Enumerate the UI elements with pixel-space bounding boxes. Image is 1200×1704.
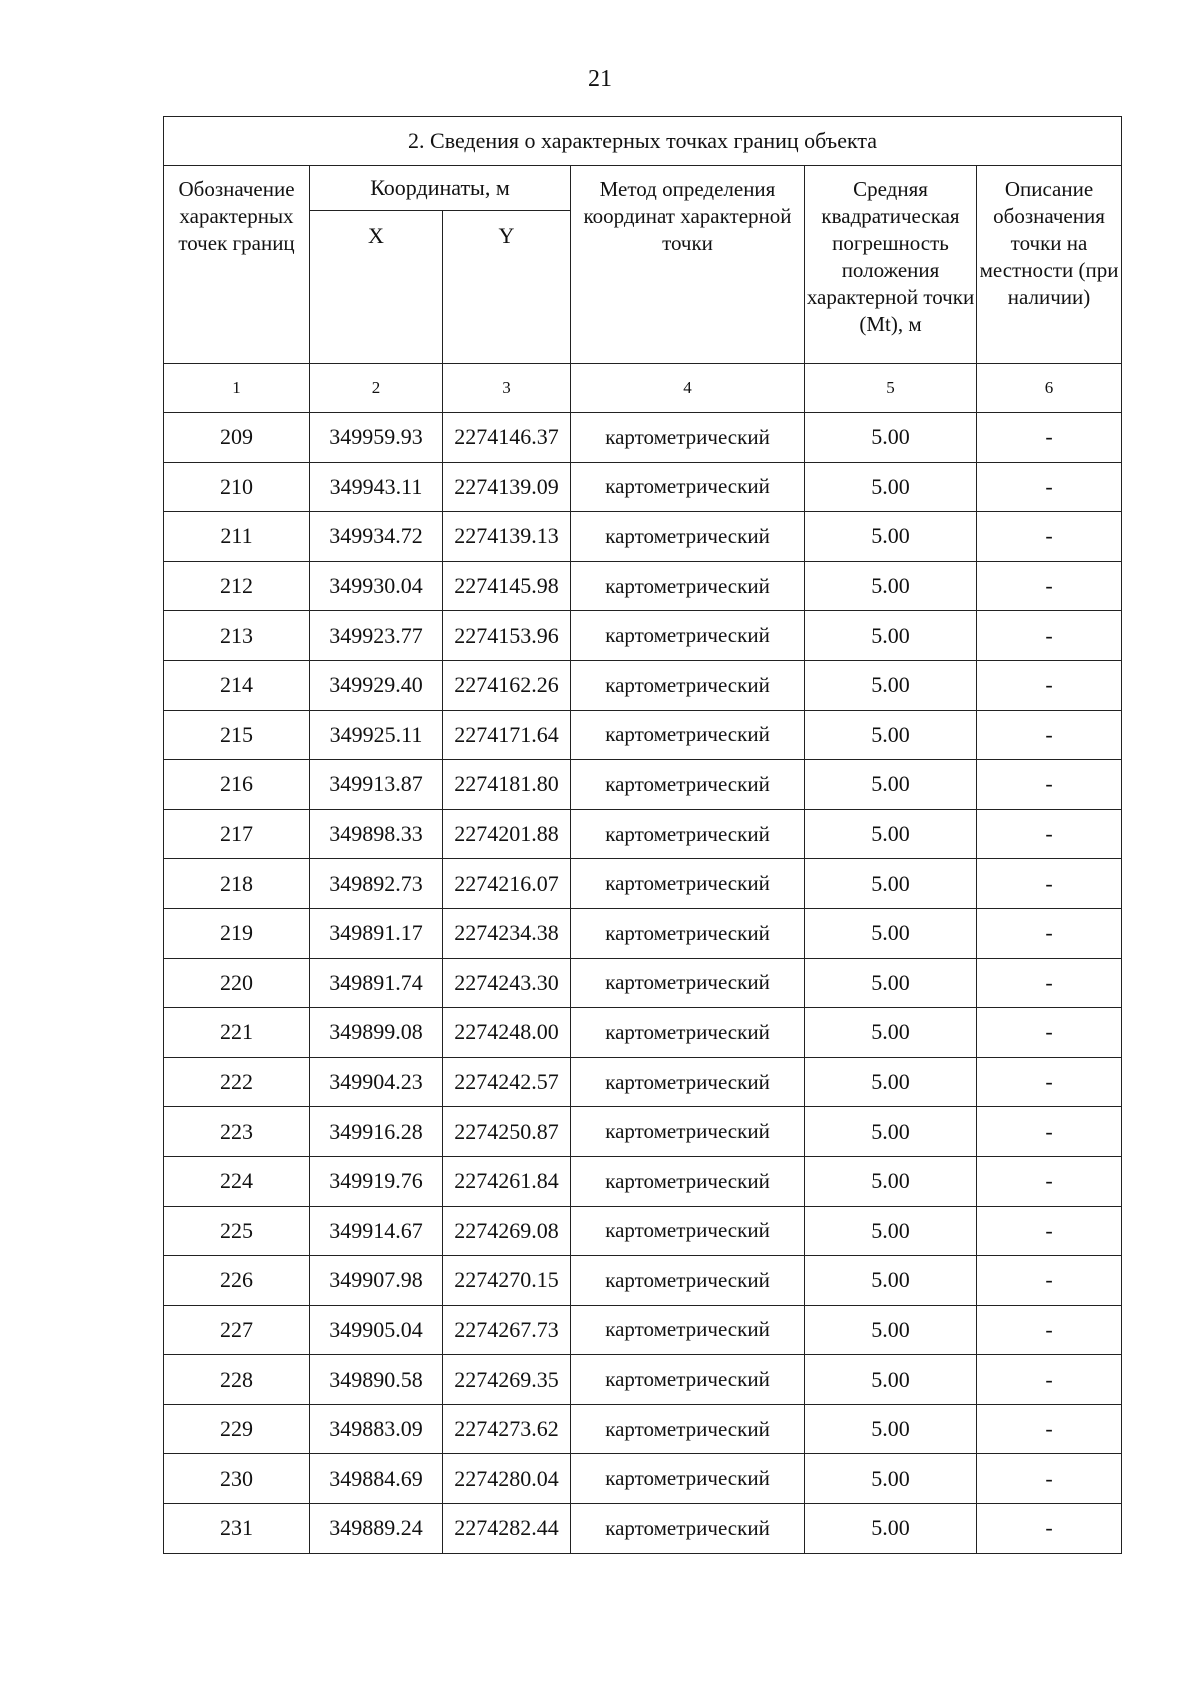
cell-description: - (977, 1355, 1122, 1405)
cell-description: - (977, 710, 1122, 760)
cell-method: картометрический (571, 1504, 805, 1554)
cell-error: 5.00 (805, 809, 977, 859)
column-number: 5 (805, 364, 977, 413)
cell-x: 349959.93 (310, 413, 443, 463)
cell-point: 217 (164, 809, 310, 859)
cell-x: 349884.69 (310, 1454, 443, 1504)
cell-description: - (977, 1008, 1122, 1058)
cell-y: 2274145.98 (443, 561, 571, 611)
cell-y: 2274139.09 (443, 462, 571, 512)
cell-x: 349943.11 (310, 462, 443, 512)
cell-method: картометрический (571, 908, 805, 958)
cell-description: - (977, 1454, 1122, 1504)
cell-description: - (977, 1107, 1122, 1157)
cell-y: 2274243.30 (443, 958, 571, 1008)
table-row (164, 1008, 1122, 1058)
cell-y: 2274139.13 (443, 512, 571, 562)
cell-error: 5.00 (805, 1008, 977, 1058)
cell-point: 210 (164, 462, 310, 512)
header-designation: Обозначение характерных точек границ (164, 166, 310, 364)
cell-error: 5.00 (805, 1057, 977, 1107)
table-row (164, 908, 1122, 958)
cell-method: картометрический (571, 760, 805, 810)
cell-y: 2274273.62 (443, 1404, 571, 1454)
cell-method: картометрический (571, 561, 805, 611)
cell-y: 2274261.84 (443, 1156, 571, 1206)
table-row (164, 1305, 1122, 1355)
cell-x: 349898.33 (310, 809, 443, 859)
cell-x: 349934.72 (310, 512, 443, 562)
page-number: 21 (588, 66, 612, 92)
cell-point: 215 (164, 710, 310, 760)
table-row (164, 1107, 1122, 1157)
table-row (164, 859, 1122, 909)
cell-point: 230 (164, 1454, 310, 1504)
cell-error: 5.00 (805, 512, 977, 562)
table-row (164, 611, 1122, 661)
table-row (164, 1156, 1122, 1206)
cell-point: 214 (164, 660, 310, 710)
cell-point: 222 (164, 1057, 310, 1107)
cell-point: 209 (164, 413, 310, 463)
cell-x: 349889.24 (310, 1504, 443, 1554)
header-y: Y (443, 211, 571, 364)
cell-point: 221 (164, 1008, 310, 1058)
table-row (164, 809, 1122, 859)
cell-x: 349891.17 (310, 908, 443, 958)
cell-point: 220 (164, 958, 310, 1008)
cell-description: - (977, 413, 1122, 463)
cell-error: 5.00 (805, 859, 977, 909)
cell-y: 2274201.88 (443, 809, 571, 859)
table-row (164, 1404, 1122, 1454)
cell-method: картометрический (571, 958, 805, 1008)
header-x: X (310, 211, 443, 364)
cell-error: 5.00 (805, 660, 977, 710)
cell-y: 2274250.87 (443, 1107, 571, 1157)
cell-x: 349916.28 (310, 1107, 443, 1157)
cell-x: 349923.77 (310, 611, 443, 661)
cell-error: 5.00 (805, 1355, 977, 1405)
table-row (164, 462, 1122, 512)
cell-x: 349907.98 (310, 1256, 443, 1306)
cell-x: 349914.67 (310, 1206, 443, 1256)
cell-x: 349919.76 (310, 1156, 443, 1206)
cell-method: картометрический (571, 512, 805, 562)
column-number: 6 (977, 364, 1122, 413)
cell-y: 2274282.44 (443, 1504, 571, 1554)
cell-y: 2274280.04 (443, 1454, 571, 1504)
cell-method: картометрический (571, 1404, 805, 1454)
cell-point: 227 (164, 1305, 310, 1355)
header-row (164, 166, 1122, 211)
cell-description: - (977, 561, 1122, 611)
cell-error: 5.00 (805, 1305, 977, 1355)
section-title-row (164, 117, 1122, 166)
table-row (164, 1206, 1122, 1256)
cell-method: картометрический (571, 1305, 805, 1355)
cell-method: картометрический (571, 1256, 805, 1306)
cell-description: - (977, 1305, 1122, 1355)
cell-point: 223 (164, 1107, 310, 1157)
boundary-points-table (163, 116, 1122, 1554)
cell-description: - (977, 908, 1122, 958)
table-row (164, 1454, 1122, 1504)
cell-point: 231 (164, 1504, 310, 1554)
cell-method: картометрический (571, 1156, 805, 1206)
cell-y: 2274146.37 (443, 413, 571, 463)
cell-x: 349890.58 (310, 1355, 443, 1405)
cell-point: 211 (164, 512, 310, 562)
cell-description: - (977, 859, 1122, 909)
cell-error: 5.00 (805, 760, 977, 810)
cell-y: 2274171.64 (443, 710, 571, 760)
cell-x: 349883.09 (310, 1404, 443, 1454)
table-row (164, 958, 1122, 1008)
cell-description: - (977, 1504, 1122, 1554)
cell-error: 5.00 (805, 1156, 977, 1206)
column-numbers-row (164, 364, 1122, 413)
cell-y: 2274270.15 (443, 1256, 571, 1306)
column-number: 3 (443, 364, 571, 413)
cell-error: 5.00 (805, 908, 977, 958)
cell-description: - (977, 1256, 1122, 1306)
cell-description: - (977, 1156, 1122, 1206)
cell-point: 213 (164, 611, 310, 661)
table-row (164, 561, 1122, 611)
cell-error: 5.00 (805, 1404, 977, 1454)
cell-y: 2274242.57 (443, 1057, 571, 1107)
cell-error: 5.00 (805, 413, 977, 463)
cell-y: 2274267.73 (443, 1305, 571, 1355)
cell-description: - (977, 1206, 1122, 1256)
cell-description: - (977, 611, 1122, 661)
cell-error: 5.00 (805, 1206, 977, 1256)
cell-method: картометрический (571, 1008, 805, 1058)
cell-y: 2274181.80 (443, 760, 571, 810)
header-method: Метод определения координат характерной точки (571, 166, 805, 364)
section-title: 2. Сведения о характерных точках границ объекта (164, 117, 1122, 166)
cell-point: 212 (164, 561, 310, 611)
cell-description: - (977, 462, 1122, 512)
cell-x: 349892.73 (310, 859, 443, 909)
cell-error: 5.00 (805, 611, 977, 661)
cell-error: 5.00 (805, 1504, 977, 1554)
cell-method: картометрический (571, 859, 805, 909)
cell-point: 218 (164, 859, 310, 909)
cell-x: 349891.74 (310, 958, 443, 1008)
cell-error: 5.00 (805, 561, 977, 611)
table-row (164, 760, 1122, 810)
cell-y: 2274234.38 (443, 908, 571, 958)
cell-method: картометрический (571, 809, 805, 859)
cell-method: картометрический (571, 611, 805, 661)
table-header (164, 117, 1122, 413)
cell-y: 2274153.96 (443, 611, 571, 661)
table-row (164, 1057, 1122, 1107)
cell-error: 5.00 (805, 462, 977, 512)
cell-error: 5.00 (805, 1107, 977, 1157)
cell-error: 5.00 (805, 958, 977, 1008)
table-row (164, 1355, 1122, 1405)
table-row (164, 512, 1122, 562)
cell-method: картометрический (571, 1107, 805, 1157)
cell-method: картометрический (571, 1057, 805, 1107)
column-number: 2 (310, 364, 443, 413)
cell-x: 349905.04 (310, 1305, 443, 1355)
table-row (164, 1256, 1122, 1306)
cell-x: 349925.11 (310, 710, 443, 760)
table-row (164, 413, 1122, 463)
table-row (164, 710, 1122, 760)
cell-y: 2274162.26 (443, 660, 571, 710)
cell-x: 349930.04 (310, 561, 443, 611)
cell-x: 349913.87 (310, 760, 443, 810)
cell-method: картометрический (571, 1454, 805, 1504)
cell-point: 229 (164, 1404, 310, 1454)
cell-description: - (977, 958, 1122, 1008)
cell-description: - (977, 809, 1122, 859)
cell-y: 2274269.08 (443, 1206, 571, 1256)
cell-description: - (977, 660, 1122, 710)
header-error: Средняя квадратическая погрешность положения характерной точки (Mt), м (805, 166, 977, 364)
table-row (164, 660, 1122, 710)
cell-y: 2274248.00 (443, 1008, 571, 1058)
cell-method: картометрический (571, 462, 805, 512)
cell-point: 225 (164, 1206, 310, 1256)
cell-description: - (977, 760, 1122, 810)
column-number: 1 (164, 364, 310, 413)
cell-point: 228 (164, 1355, 310, 1405)
header-coordinates: Координаты, м (310, 166, 571, 211)
cell-point: 219 (164, 908, 310, 958)
cell-point: 216 (164, 760, 310, 810)
cell-method: картометрический (571, 660, 805, 710)
cell-point: 226 (164, 1256, 310, 1306)
column-number: 4 (571, 364, 805, 413)
cell-method: картометрический (571, 1206, 805, 1256)
cell-description: - (977, 512, 1122, 562)
cell-x: 349899.08 (310, 1008, 443, 1058)
cell-y: 2274269.35 (443, 1355, 571, 1405)
cell-method: картометрический (571, 413, 805, 463)
cell-point: 224 (164, 1156, 310, 1206)
cell-error: 5.00 (805, 1454, 977, 1504)
header-description: Описание обозначения точки на местности (при наличии) (977, 166, 1122, 364)
table-body (164, 413, 1122, 1554)
cell-y: 2274216.07 (443, 859, 571, 909)
cell-error: 5.00 (805, 710, 977, 760)
cell-x: 349929.40 (310, 660, 443, 710)
cell-x: 349904.23 (310, 1057, 443, 1107)
table-row (164, 1504, 1122, 1554)
cell-method: картометрический (571, 710, 805, 760)
cell-method: картометрический (571, 1355, 805, 1405)
cell-description: - (977, 1057, 1122, 1107)
cell-error: 5.00 (805, 1256, 977, 1306)
cell-description: - (977, 1404, 1122, 1454)
